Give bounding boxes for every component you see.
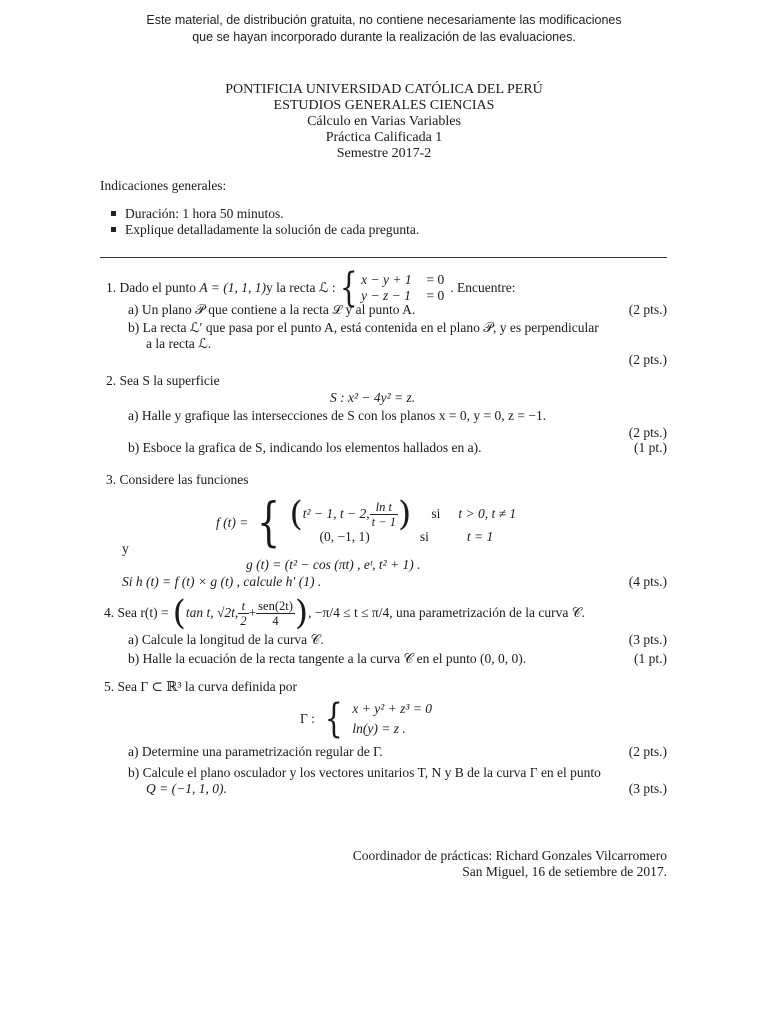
place-date: San Miguel, 16 de setiembre de 2017. (462, 864, 667, 879)
question-4b: b) Halle la ecuación de la recta tangente a la curva 𝒞 en el punto (0, 0, 0). (128, 651, 527, 666)
question-5b-line-1: b) Calcule el plano osculador y los vectores unitarios T, N y B de la curva Γ en el punto (128, 765, 601, 780)
function-g: g (t) = (t² − cos (πt) , eᵗ, t² + 1) . (246, 557, 421, 572)
question-5b-points: (3 pts.) (628, 781, 667, 796)
curve-system: Γ : { x + y² + z³ = 0 ln(y) = z . (300, 696, 433, 742)
question-5a: a) Determine una parametrización regular de Γ. (128, 744, 383, 759)
faculty-name: ESTUDIOS GENERALES CIENCIAS (273, 98, 495, 113)
question-1a-points: (2 pts.) (628, 302, 667, 317)
question-2b: b) Esboce la grafica de S, indicando los elementos hallados en a). (128, 440, 482, 455)
bullet-icon (111, 211, 116, 216)
question-2b-points: (1 pt.) (634, 440, 667, 455)
left-brace-icon: { (324, 696, 343, 742)
question-1a: a) Un plano 𝒫 que contiene a la recta ℒ y al punto A. (128, 302, 416, 317)
question-1b-points: (2 pts.) (628, 352, 667, 367)
fraction: $\frac{\text{ln t}}{t - 1}$ (371, 499, 397, 529)
bullet-icon (111, 227, 116, 232)
question-3-statement: 3. Considere las funciones (106, 472, 249, 487)
question-2-statement: 2. Sea S la superficie (106, 373, 220, 388)
disclaimer-line-1: Este material, de distribución gratuita, no contiene necesariamente las modificaciones (146, 13, 622, 27)
left-brace-icon: { (339, 265, 358, 311)
question-4a-points: (3 pts.) (628, 632, 667, 647)
left-brace-icon: { (257, 493, 281, 553)
fraction: $\frac{t}{2}$ (240, 598, 247, 628)
question-1b-line-1: b) La recta ℒ′ que pasa por el punto A, está contenida en el plano 𝒫, y es perpendicular (128, 320, 599, 335)
semester: Semestre 2017-2 (336, 146, 432, 161)
disclaimer-line-2: que se hayan incorporado durante la realización de las evaluaciones. (192, 30, 576, 44)
piecewise-cases (289, 494, 517, 546)
piecewise-function-f: f (t) = { ( t² − 1, t − 2, $\frac{\text{ln t}}{t - 1}$ ) si t > 0, t ≠ 1 (0, −1, 1) si t = 1 (216, 493, 517, 553)
instruction-item-1: Duración: 1 hora 50 minutos. (111, 206, 284, 222)
question-5-statement: 5. Sea Γ ⊂ ℝ³ la curva definida por (104, 679, 297, 694)
line-equations: x − y + 1 = 0 y − z − 1 = 0 (361, 272, 445, 303)
conjunction-y: y (122, 541, 129, 556)
question-4-statement: 4. Sea r(t) = ( tan t, √2t, $\frac{t}{2}$ + $\frac{\text{sen(2t)}}{4}$ ) , −π/4 ≤ t ≤ π/4, una parametrización de la curva 𝒞. (104, 593, 585, 633)
case-2: (0, −1, 1) si t = 1 (319, 529, 494, 544)
question-3-points: (4 pts.) (628, 574, 667, 589)
question-5b-line-2: Q = (−1, 1, 0). (146, 781, 227, 796)
question-5a-points: (2 pts.) (628, 744, 667, 759)
exam-header (0, 82, 768, 162)
fraction: $\frac{\text{sen(2t)}}{4}$ (258, 598, 293, 628)
university-name: PONTIFICIA UNIVERSIDAD CATÓLICA DEL PERÚ (225, 82, 543, 97)
section-divider (100, 257, 667, 258)
case-1: ( t² − 1, t − 2, $\frac{\text{ln t}}{t - 1}$ ) si t > 0, t ≠ 1 (289, 494, 517, 534)
question-2a-points: (2 pts.) (628, 425, 667, 440)
question-2a: a) Halle y grafique las intersecciones de S con los planos x = 0, y = 0, z = −1. (128, 408, 547, 423)
question-3-ask: Si h (t) = f (t) × g (t) , calcule h′ (1) . (122, 574, 322, 589)
disclaimer (0, 12, 768, 46)
instructions-title: Indicaciones generales: (100, 178, 227, 193)
surface-equation: S : x² − 4y² = z. (330, 390, 416, 405)
exam-name: Práctica Calificada 1 (325, 130, 443, 145)
question-4a: a) Calcule la longitud de la curva 𝒞. (128, 632, 324, 647)
question-1-statement: 1. Dado el punto A = (1, 1, 1) y la recta ℒ : { x − y + 1 = 0 y − z − 1 = 0 . Encuentre: (106, 265, 516, 311)
course-name: Cálculo en Varias Variables (307, 114, 461, 129)
coordinator: Coordinador de prácticas: Richard Gonzales Vilcarromero (352, 848, 667, 863)
instruction-item-2: Explique detalladamente la solución de cada pregunta. (111, 222, 419, 238)
question-1b-line-2: a la recta ℒ. (146, 336, 212, 351)
question-4b-points: (1 pt.) (634, 651, 667, 666)
footer (353, 848, 667, 880)
